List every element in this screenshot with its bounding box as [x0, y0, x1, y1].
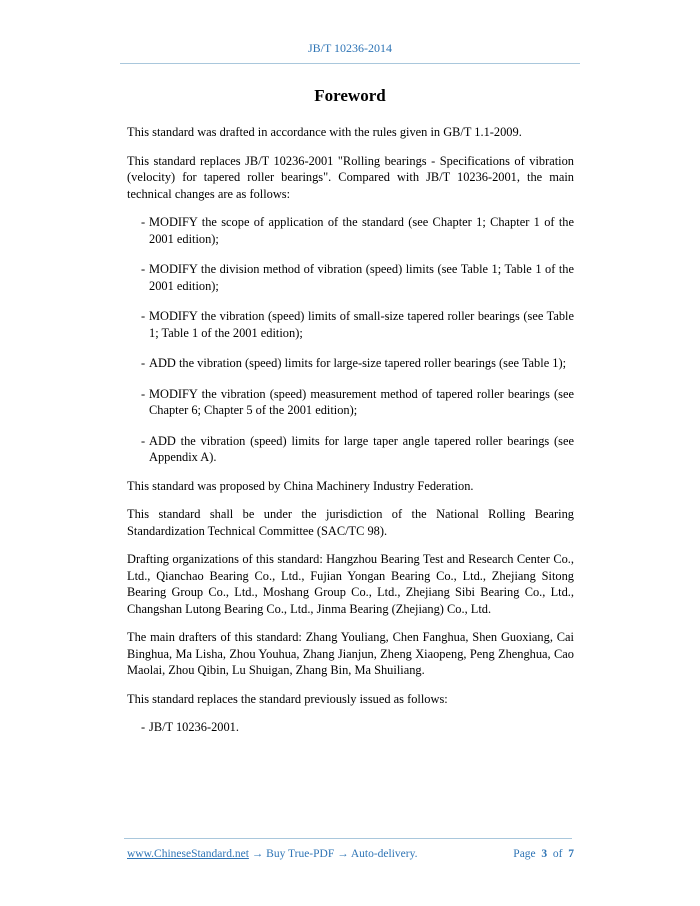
list-dash: -: [141, 215, 146, 229]
list-dash: -: [141, 386, 146, 401]
page-label: Page: [513, 848, 536, 860]
paragraph-replaces: This standard replaces JB/T 10236-2001 "Rolling bearings - Specifications of vibration (velocity) for tapered roller bearings". Compared with JB/T 10236-2001, the main technical changes are as follows:: [127, 153, 574, 201]
foreword-body: [127, 124, 574, 750]
change-item-text: ADD the vibration (speed) limits for large taper angle tapered roller bearings (see Appendix A).: [149, 433, 574, 464]
change-item-text: MODIFY the vibration (speed) measurement method of tapered roller bearings (see Chapter 6; Chapter 5 of the 2001 edition);: [149, 386, 574, 417]
list-item: [127, 261, 574, 294]
list-dash: -: [141, 433, 146, 448]
change-item-text: MODIFY the scope of application of the standard (see Chapter 1; Chapter 1 of the 2001 edition);: [149, 215, 574, 246]
paragraph-jurisdiction: This standard shall be under the jurisdiction of the National Rolling Bearing Standardization Technical Committee (SAC/TC 98).: [127, 507, 574, 538]
list-item: [127, 308, 574, 341]
page-title: Foreword: [314, 86, 386, 105]
header-doc-code: JB/T 10236-2014: [307, 41, 393, 55]
footer-divider: [124, 838, 572, 839]
page-indicator: [513, 848, 574, 860]
paragraph-drafting-rules: This standard was drafted in accordance with the rules given in GB/T 1.1-2009.: [127, 125, 522, 139]
page-footer: [127, 848, 574, 860]
header-divider: [120, 63, 580, 64]
list-item: [127, 355, 574, 372]
paragraph-previous-editions: This standard replaces the standard previously issued as follows:: [127, 691, 448, 706]
list-dash: -: [141, 309, 146, 323]
chinesestandard-link[interactable]: www.ChineseStandard.net: [127, 848, 249, 860]
page-of-label: of: [552, 848, 563, 860]
paragraph-main-drafters: The main drafters of this standard: Zhang Youliang, Chen Fanghua, Shen Guoxiang, Cai Binghua, Ma Lisha, Zhou Youhua, Zhang Jianjun, Zheng Xiaopeng, Peng Zhenghua, Cao Maolai, Zhou Qibin, Lu Shuigan, Zhang Bin, Ma Shuiliang.: [127, 630, 574, 677]
paragraph-proposed-by: This standard was proposed by China Machinery Industry Federation.: [127, 478, 474, 493]
change-item-text: MODIFY the vibration (speed) limits of small-size tapered roller bearings (see Table 1; Table 1 of the 2001 edition);: [149, 309, 574, 340]
list-item: [127, 214, 574, 247]
list-dash: -: [141, 262, 146, 276]
list-item: [127, 719, 574, 736]
list-item: [127, 386, 574, 419]
list-dash: -: [141, 720, 146, 734]
change-item-text: MODIFY the division method of vibration (speed) limits (see Table 1; Table 1 of the 2001 edition);: [149, 262, 574, 293]
page-total: 7: [568, 848, 574, 860]
paragraph-drafting-organizations: Drafting organizations of this standard: Hangzhou Bearing Test and Research Center Co., Ltd., Qianchao Bearing Co., Ltd., Fujian Yongan Bearing Co., Ltd., Zhejiang Sitong Bearing Group Co., Ltd., Moshang Group Co., Ltd., Zhejiang Sibi Bearing Co., Ltd., Changshan Lutong Bearing Co., Ltd., Jinma Bearing (Zhejiang) Co., Ltd.: [127, 552, 574, 616]
footer-promo-text: → Buy True-PDF → Auto-delivery.: [248, 848, 418, 860]
change-item-text: ADD the vibration (speed) limits for large-size tapered roller bearings (see Table 1);: [149, 356, 567, 370]
list-dash: -: [141, 356, 146, 370]
page-current: 3: [541, 848, 548, 860]
previous-edition-text: JB/T 10236-2001.: [149, 720, 239, 734]
list-item: [127, 433, 574, 466]
